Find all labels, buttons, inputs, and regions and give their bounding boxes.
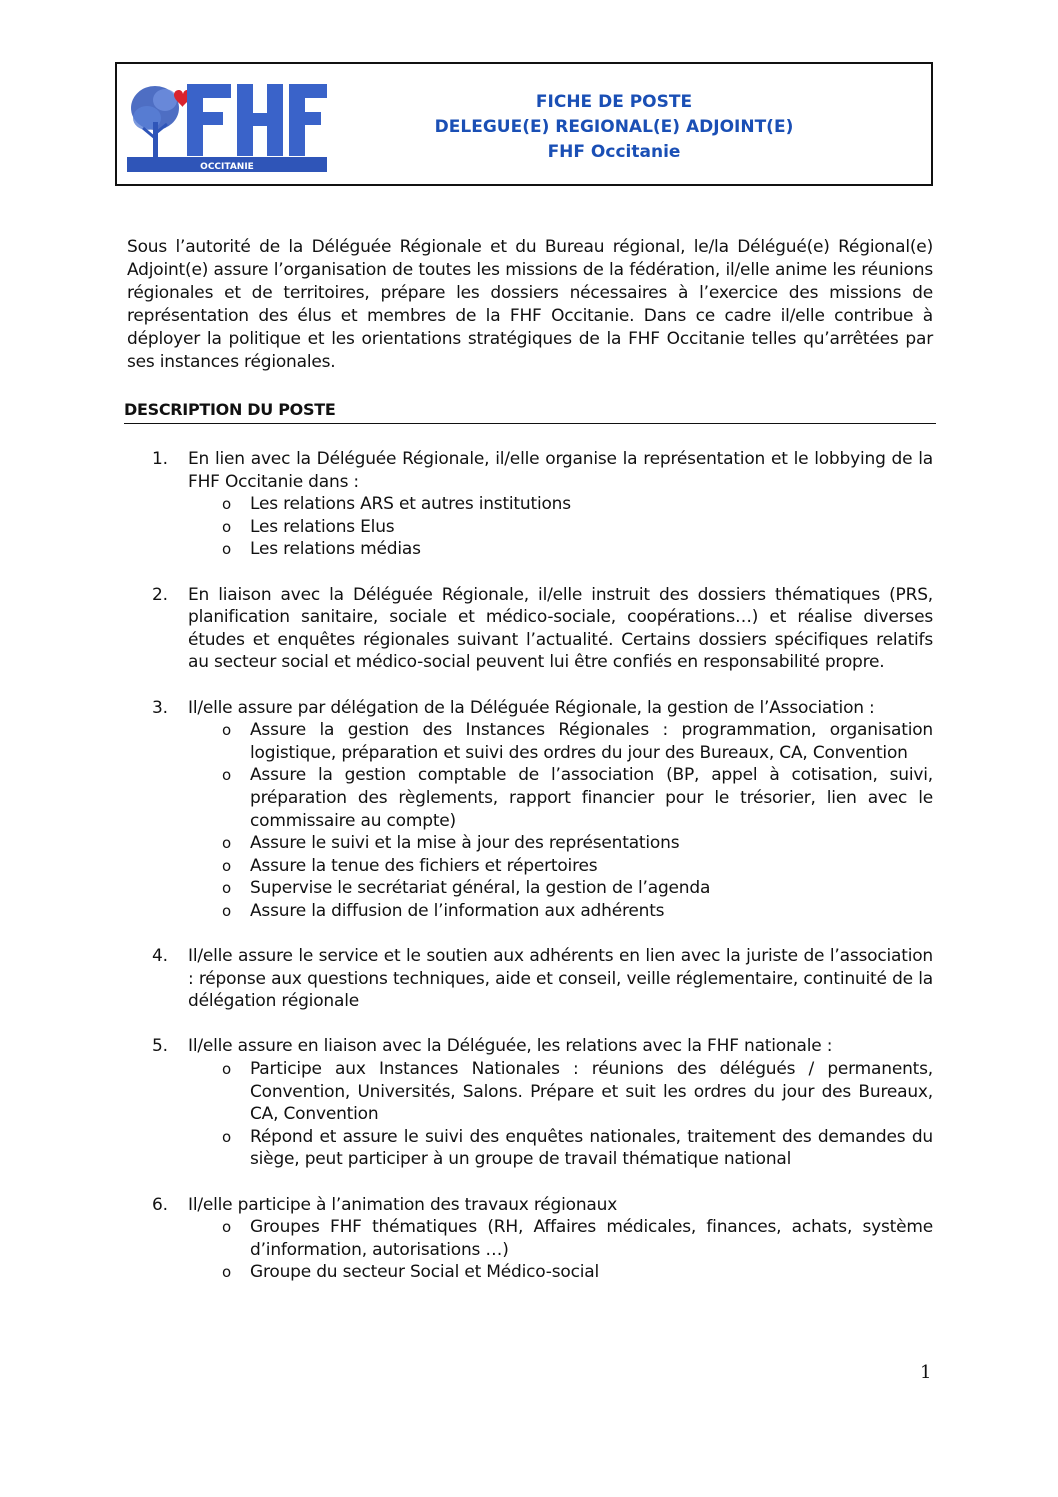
- item-number: 2.: [152, 584, 168, 605]
- item-number: 3.: [152, 697, 168, 718]
- sub-item: [188, 855, 933, 878]
- sub-item: [188, 538, 933, 561]
- item-text: Il/elle assure par délégation de la Déléguée Régionale, la gestion de l’Association :: [188, 697, 875, 718]
- item-text: Il/elle assure le service et le soutien aux adhérents en lien avec la juriste de l’association : réponse aux questions techniques, aide et conseil, veille réglementaire, continuité de la délégation régionale: [188, 946, 933, 1012]
- mission-item: [152, 1035, 933, 1171]
- bullet-icon: o: [222, 1218, 231, 1237]
- item-text: Il/elle participe à l’animation des travaux régionaux: [188, 1194, 618, 1215]
- item-body: [188, 1194, 933, 1284]
- item-number: 6.: [152, 1194, 168, 1215]
- sub-item-text: Les relations ARS et autres institutions: [250, 494, 571, 515]
- tree-icon: [131, 86, 179, 160]
- item-number: 5.: [152, 1036, 168, 1057]
- mission-item: [152, 584, 933, 674]
- sub-item-text: Assure la gestion comptable de l’association (BP, appel à cotisation, suivi, préparation des règlements, rapport financier pour le trésorier, lien avec le commissaire au compte): [250, 765, 933, 831]
- mission-item: [152, 697, 933, 923]
- bullet-icon: o: [222, 879, 231, 898]
- header-box: [115, 62, 933, 186]
- mission-item: [152, 1194, 933, 1284]
- sub-item: [188, 1261, 933, 1284]
- sub-item: [188, 1216, 933, 1261]
- mission-list: [152, 448, 933, 1307]
- item-number: 4.: [152, 946, 168, 967]
- sub-item-text: Assure la tenue des fichiers et répertoires: [250, 855, 598, 876]
- title-line-2: DELEGUE(E) REGIONAL(E) ADJOINT(E): [434, 117, 794, 137]
- sub-item-text: Répond et assure le suivi des enquêtes nationales, traitement des demandes du siège, peut participer à un groupe de travail thématique national: [250, 1126, 933, 1170]
- bullet-icon: o: [222, 1263, 231, 1282]
- sub-item-text: Groupes FHF thématiques (RH, Affaires médicales, finances, achats, système d’information, autorisations …): [250, 1217, 933, 1260]
- bullet-icon: o: [222, 721, 231, 740]
- section-title: DESCRIPTION DU POSTE: [124, 400, 936, 424]
- sub-item: [188, 719, 933, 764]
- sub-item: [188, 832, 933, 855]
- bullet-icon: o: [222, 834, 231, 853]
- title-line-3: FHF Occitanie: [547, 142, 681, 162]
- item-body: [188, 945, 933, 1013]
- item-body: [188, 1035, 933, 1171]
- bullet-icon: o: [222, 517, 231, 536]
- sub-item: [188, 877, 933, 900]
- item-text: En liaison avec la Déléguée Régionale, il/elle instruit des dossiers thématiques (PRS, planification sanitaire, sociale et médico-sociale, coopérations…) et réalise diverses études et enquêtes régionales suivant l’actualité. Certains dossiers spécifiques relatifs au secteur social et médico-social peuvent lui être confiés en responsabilité propre.: [188, 584, 933, 673]
- sub-item: [188, 516, 933, 539]
- bullet-icon: o: [222, 856, 231, 875]
- sub-item-text: Assure la gestion des Instances Régionales : programmation, organisation logistique, préparation et suivi des ordres du jour des Bureaux, CA, Convention: [250, 720, 933, 763]
- page-number: 1: [920, 1362, 932, 1383]
- item-text: En lien avec la Déléguée Régionale, il/elle organise la représentation et le lobbying de la FHF Occitanie dans :: [188, 449, 933, 492]
- sub-item: [188, 764, 933, 832]
- sub-item: [188, 1126, 933, 1171]
- bullet-icon: o: [222, 1127, 231, 1146]
- mission-item: [152, 448, 933, 561]
- logo-subtext: OCCITANIE: [200, 162, 254, 172]
- item-number: 1.: [152, 449, 168, 469]
- item-body: [188, 448, 933, 561]
- sub-item-text: Les relations Elus: [250, 516, 395, 537]
- bullet-icon: o: [222, 495, 231, 514]
- bullet-icon: o: [222, 901, 231, 920]
- sub-item-text: Participe aux Instances Nationales : réunions des délégués / permanents, Convention, Universités, Salons. Prépare et suit les ordres du jour des Bureaux, CA, Convention: [250, 1059, 933, 1125]
- mission-item: [152, 945, 933, 1013]
- sub-item: [188, 493, 933, 516]
- bullet-icon: o: [222, 766, 231, 785]
- sub-item-text: Groupe du secteur Social et Médico-social: [250, 1262, 599, 1283]
- item-text: Il/elle assure en liaison avec la Déléguée, les relations avec la FHF nationale :: [188, 1036, 833, 1057]
- sub-item-text: Supervise le secrétariat général, la gestion de l’agenda: [250, 878, 711, 899]
- item-body: [188, 697, 933, 923]
- bullet-icon: o: [222, 540, 231, 559]
- item-body: [188, 584, 933, 674]
- sub-item-text: Assure la diffusion de l’information aux adhérents: [250, 900, 665, 921]
- bullet-icon: o: [222, 1060, 231, 1079]
- sub-item: [188, 1058, 933, 1126]
- sub-item-text: Assure le suivi et la mise à jour des représentations: [250, 833, 680, 854]
- document-title: [297, 90, 931, 165]
- sub-item-text: Les relations médias: [250, 539, 421, 560]
- intro-paragraph: Sous l’autorité de la Déléguée Régionale et du Bureau régional, le/la Délégué(e) Régional(e) Adjoint(e) assure l’organisation de toutes les missions de la fédération, il/elle anime les réunions régionales et de territoires, prépare les dossiers nécessaires à l’exercice des missions de représentation des élus et membres de la FHF Occitanie. Dans ce cadre il/elle contribue à déployer la politique et les orientations stratégiques de la FHF Occitanie telles qu’arrêtées par ses instances régionales.: [127, 237, 933, 372]
- sub-item: [188, 900, 933, 923]
- title-line-1: FICHE DE POSTE: [535, 92, 693, 112]
